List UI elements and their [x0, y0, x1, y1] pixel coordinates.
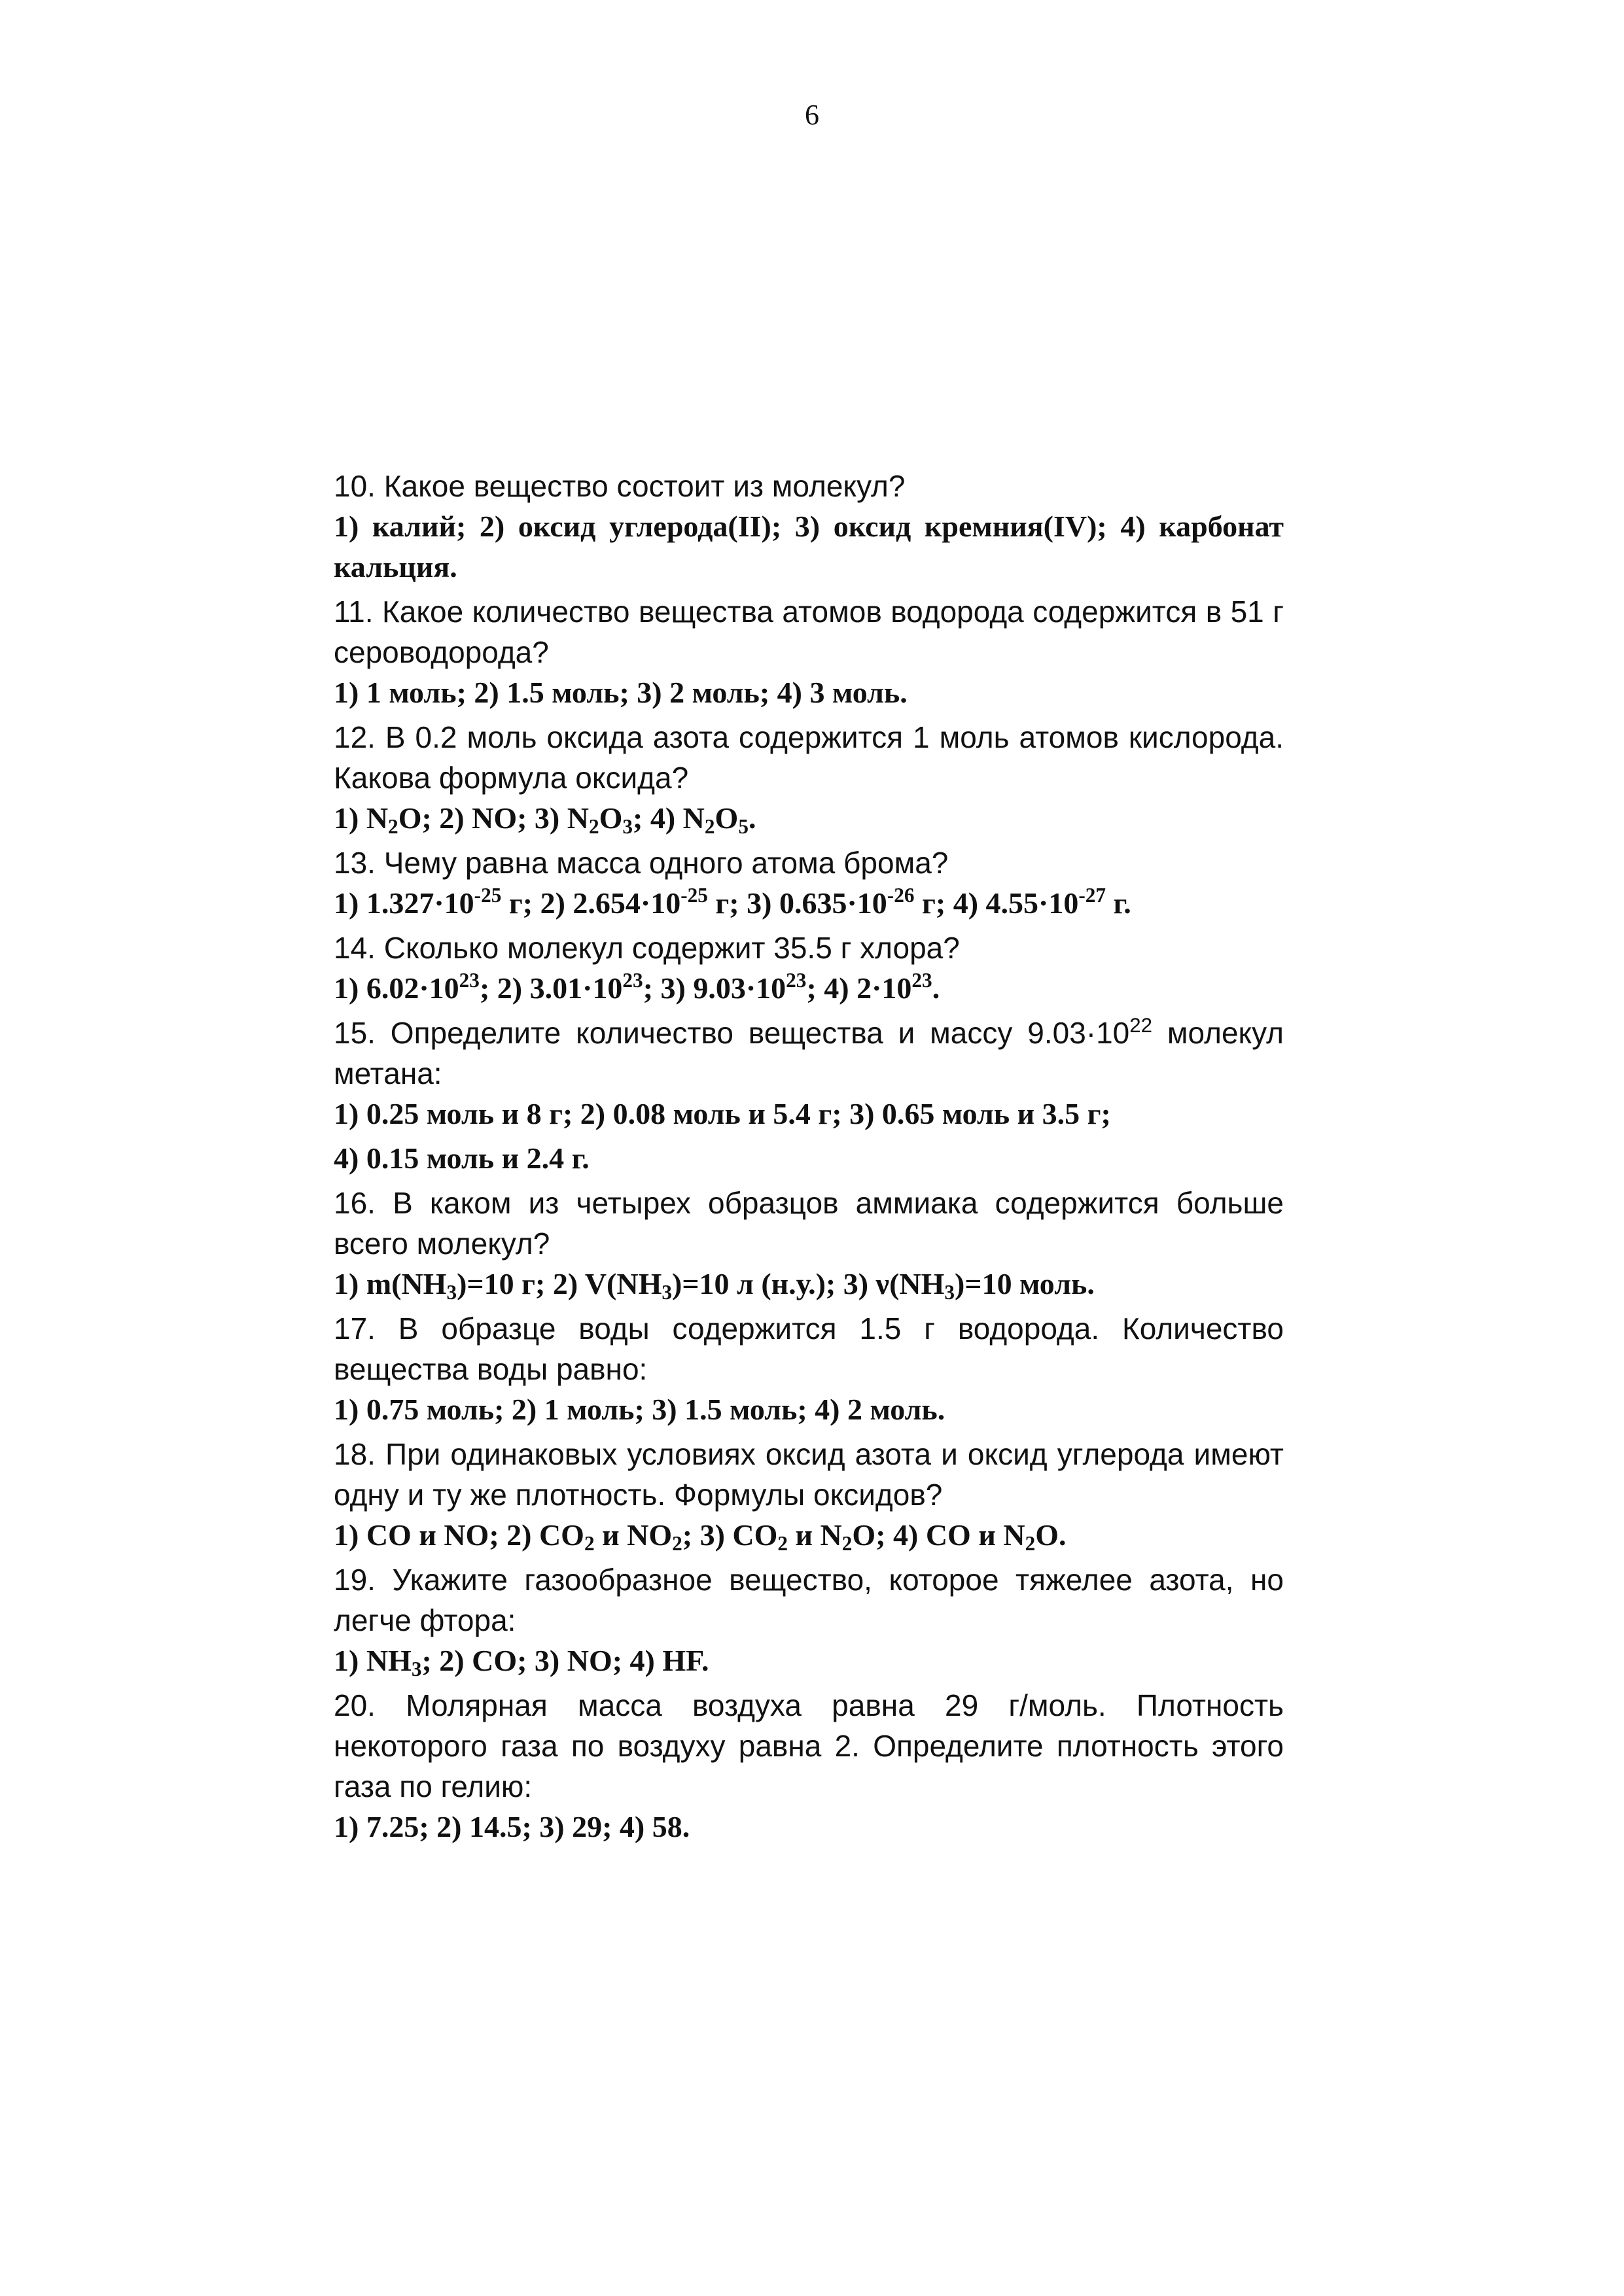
answers-15-line-2: 4) 0.15 моль и 2.4 г.	[334, 1141, 590, 1175]
question-12: 12. В 0.2 моль оксида азота содержится 1 моль атомов кислорода. Какова формула оксида?	[334, 720, 1284, 795]
answers-16: 1) $m(NH_3)=10$ г; 2) $V(NH_3)=10$ л (н.у.); 3) $\nu(NH_3)=10$ моль.	[334, 1267, 1095, 1304]
question-18: 18. При одинаковых условиях оксид азота и оксид углерода имеют одну и ту же плотность. Формулы оксидов?	[334, 1437, 1284, 1512]
answers-17: 1) 0.75 моль; 2) 1 моль; 3) 1.5 моль; 4) 2 моль.	[334, 1393, 945, 1426]
answers-14: 1) $6.02\cdot 10^{23}$; 2) $3.01\cdot 10^{23}$; 3) $9.03\cdot 10^{23}$; 4) $2\cdot 10^{23}$.	[334, 968, 940, 1005]
answers-20: 1) 7.25; 2) 14.5; 3) 29; 4) 58.	[334, 1810, 690, 1843]
answers-10: 1) калий; 2) оксид углерода(II); 3) оксид кремния(IV); 4) карбонат кальция.	[334, 510, 1284, 583]
question-10: 10. Какое вещество состоит из молекул?	[334, 469, 906, 503]
question-13: 13. Чему равна масса одного атома брома?	[334, 846, 949, 880]
answers-15-line-1: 1) 0.25 моль и 8 г; 2) 0.08 моль и 5.4 г; 3) 0.65 моль и 3.5 г;	[334, 1097, 1111, 1130]
question-14: 14. Сколько молекул содержит 35.5 г хлора?	[334, 931, 960, 965]
answers-12: 1) $N_2O$; 2) NO; 3) $N_2O_3$; 4) $N_2O_5$.	[334, 801, 756, 838]
answers-11: 1) 1 моль; 2) 1.5 моль; 3) 2 моль; 4) 3 моль.	[334, 676, 908, 709]
question-19: 19. Укажите газообразное вещество, которое тяжелее азота, но легче фтора:	[334, 1563, 1284, 1637]
question-list	[334, 466, 1284, 1851]
page-number: 6	[805, 99, 819, 131]
question-15: 15. Определите количество вещества и массу $9.03\cdot 10^{22}$ молекул метана:	[334, 1013, 1284, 1090]
question-17: 17. В образце воды содержится 1.5 г водорода. Количество вещества воды равно:	[334, 1312, 1284, 1386]
answers-13: 1) $1.327\cdot 10^{-25}$ г; 2) $2.654\cdot 10^{-25}$ г; 3) $0.635\cdot 10^{-26}$ г; 4) $4.55\cdot 10^{-27}$ г.	[334, 883, 1131, 920]
question-16: 16. В каком из четырех образцов аммиака содержится больше всего молекул?	[334, 1186, 1284, 1261]
question-11: 11. Какое количество вещества атомов водорода содержится в 51 г сероводорода?	[334, 595, 1284, 669]
answers-19: 1) $NH_3$; 2) CO; 3) NO; 4) HF.	[334, 1644, 709, 1680]
question-20: 20. Молярная масса воздуха равна 29 г/моль. Плотность некоторого газа по воздуху равна 2. Определите плотность этого газа по гелию:	[334, 1688, 1284, 1803]
answers-18: 1) CO и NO; 2) $CO_2$ и $NO_2$; 3) $CO_2$ и $N_2O$; 4) CO и $N_2O$.	[334, 1518, 1067, 1555]
